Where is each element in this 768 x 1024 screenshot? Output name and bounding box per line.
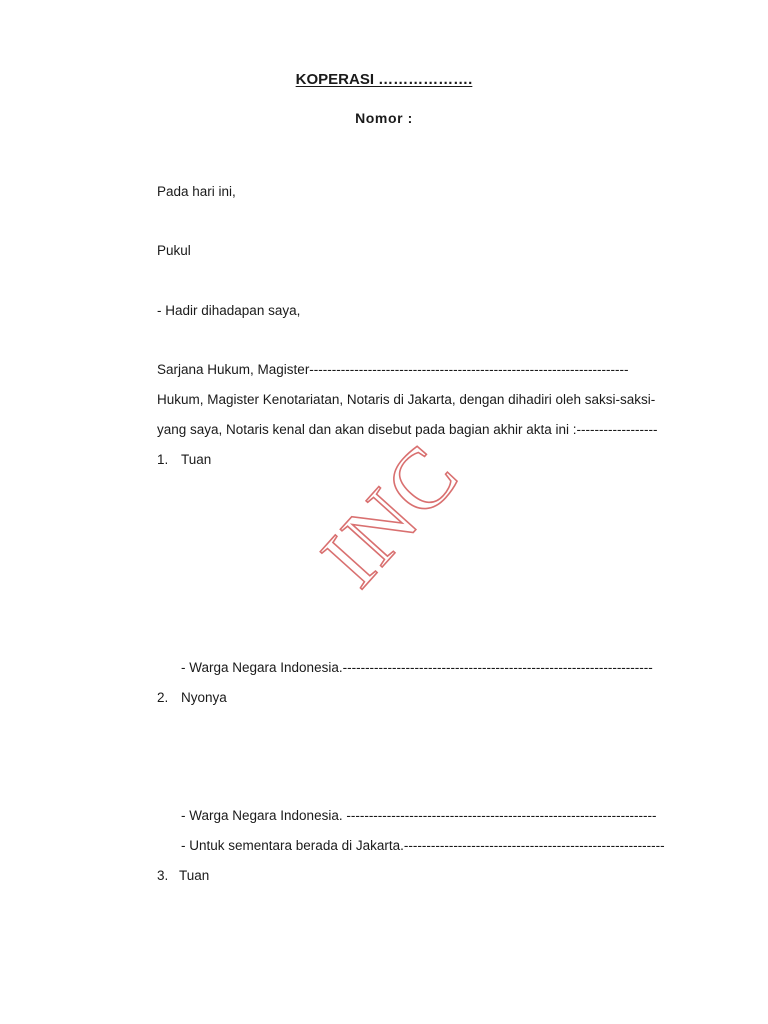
party-3-heading [157, 866, 209, 886]
party-2-detail-citizenship: - Warga Negara Indonesia. --------------------------------------------------------------------- [181, 808, 657, 823]
party-1-title: Tuan [181, 452, 212, 467]
party-2-detail-residence: - Untuk sementara berada di Jakarta.---------------------------------------------------------- [181, 838, 665, 853]
notary-line-3: yang saya, Notaris kenal dan akan disebut pada bagian akhir akta ini :------------------ [157, 422, 658, 437]
party-2-number: 2. [157, 690, 169, 705]
present-line: - Hadir dihadapan saya, [157, 303, 301, 318]
document-title-text: KOPERASI ………………. [295, 71, 473, 88]
party-2-title: Nyonya [181, 690, 227, 705]
party-1-detail-citizenship: - Warga Negara Indonesia.--------------------------------------------------------------------- [181, 660, 653, 675]
party-1-heading [157, 450, 211, 470]
time-line: Pukul [157, 243, 191, 258]
party-3-number: 3. [157, 868, 169, 883]
notary-line-2: Hukum, Magister Kenotariatan, Notaris di Jakarta, dengan dihadiri oleh saksi-saksi- [157, 392, 656, 407]
notary-line-1: Sarjana Hukum, Magister----------------------------------------------------------------------- [157, 362, 629, 377]
day-line: Pada hari ini, [157, 184, 236, 199]
inc-watermark: INC [302, 425, 478, 605]
party-1-number: 1. [157, 452, 169, 467]
document-number-label: Nomor : [355, 110, 413, 126]
party-2-heading [157, 688, 227, 708]
party-3-title: Tuan [179, 868, 210, 883]
document-title [0, 70, 768, 90]
